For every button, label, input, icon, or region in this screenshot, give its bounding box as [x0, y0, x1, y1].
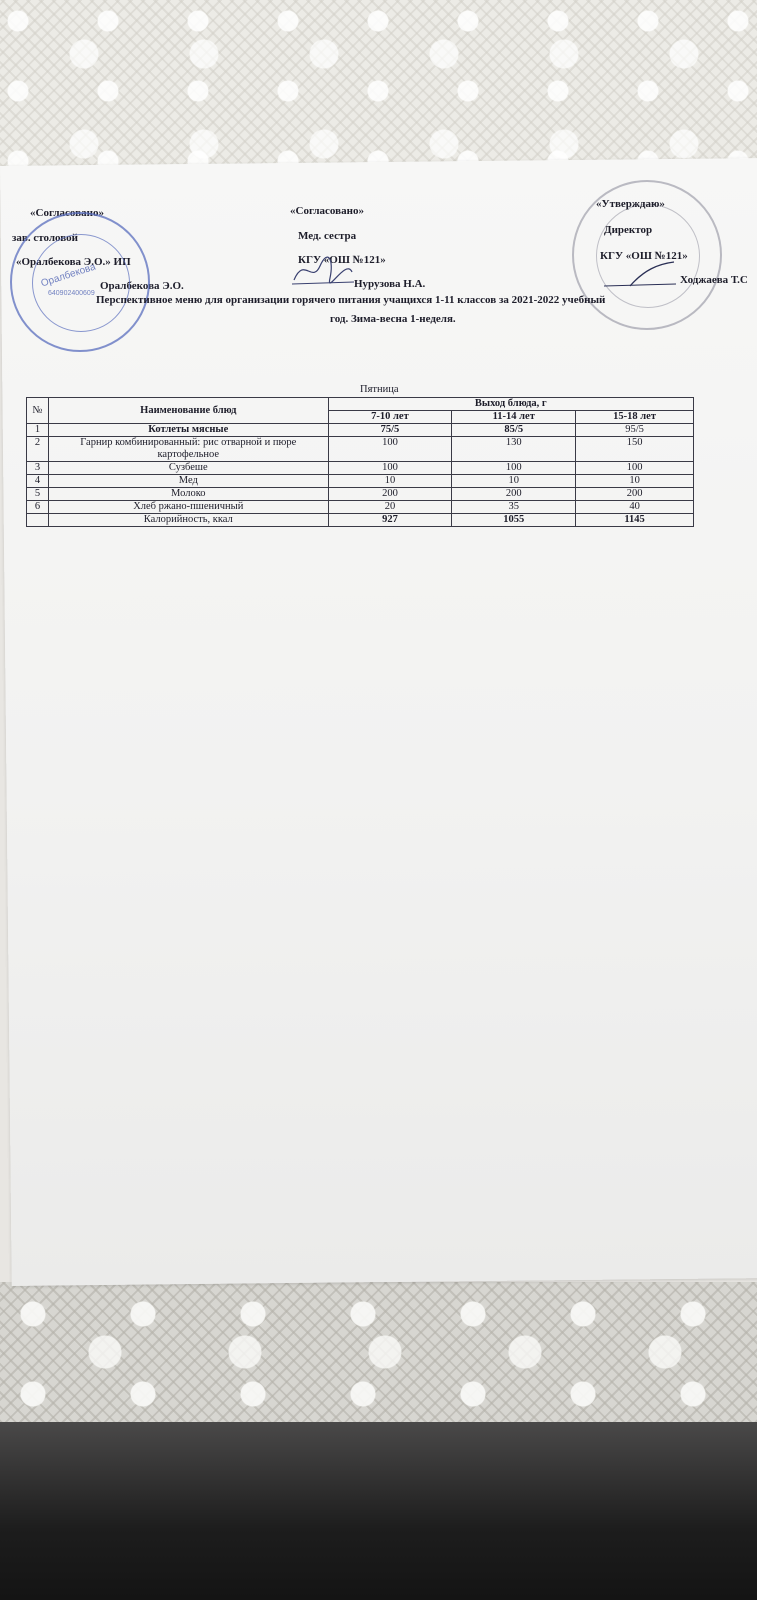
menu-table — [26, 397, 694, 527]
right-agreed: «Утверждаю» — [596, 198, 665, 210]
row-value-7-10: 200 — [328, 488, 452, 501]
row-value-15-18: 10 — [576, 475, 694, 488]
header-dish-name: Наименование блюд — [48, 398, 328, 424]
right-org: КГУ «ОШ №121» — [600, 250, 688, 262]
right-role: Директор — [604, 224, 653, 236]
row-number: 4 — [27, 475, 49, 488]
signature-nurse — [290, 250, 358, 290]
left-agreed: «Согласовано» — [30, 207, 104, 219]
row-value-15-18: 200 — [576, 488, 694, 501]
row-value-15-18: 100 — [576, 462, 694, 475]
row-value-7-10: 10 — [328, 475, 452, 488]
row-value-7-10: 20 — [328, 501, 452, 514]
row-value-11-14: 85/5 — [452, 424, 576, 437]
day-label: Пятница — [360, 384, 399, 395]
total-15-18: 1145 — [576, 514, 694, 527]
row-value-7-10: 100 — [328, 437, 452, 462]
table-row — [27, 501, 694, 514]
row-value-15-18: 95/5 — [576, 424, 694, 437]
middle-role: Мед. сестра — [298, 230, 357, 242]
row-value-15-18: 40 — [576, 501, 694, 514]
row-number: 3 — [27, 462, 49, 475]
row-value-11-14: 10 — [452, 475, 576, 488]
left-org: «Оралбекова Э.О.» ИП — [16, 256, 131, 268]
menu-title-line2: год. Зима-весна 1-неделя. — [330, 313, 456, 325]
left-role: зав. столовой — [12, 232, 78, 244]
right-name: Ходжаева Т.С — [680, 274, 748, 286]
row-number: 6 — [27, 501, 49, 514]
header-output: Выход блюда, г — [328, 398, 693, 411]
row-dish: Молоко — [48, 488, 328, 501]
dark-surface — [0, 1422, 757, 1600]
row-dish: Хлеб ржано-пшеничный — [48, 501, 328, 514]
table-row — [27, 488, 694, 501]
header-age-11-14: 11-14 лет — [452, 411, 576, 424]
total-7-10: 927 — [328, 514, 452, 527]
stamp-seal — [10, 212, 150, 352]
row-dish: Сузбеше — [48, 462, 328, 475]
tablecloth-bottom — [0, 1282, 757, 1422]
header-number: № — [27, 398, 49, 424]
row-number: 2 — [27, 437, 49, 462]
tablecloth-top — [0, 0, 757, 178]
total-11-14: 1055 — [452, 514, 576, 527]
signature-director — [600, 256, 680, 292]
stamp-name: Оралбекова — [39, 261, 98, 290]
middle-name: Нурузова Н.А. — [354, 278, 426, 290]
left-name: Оралбекова Э.О. — [100, 280, 184, 292]
row-value-7-10: 100 — [328, 462, 452, 475]
table-row — [27, 462, 694, 475]
row-value-11-14: 130 — [452, 437, 576, 462]
row-value-7-10: 75/5 — [328, 424, 452, 437]
row-value-15-18: 150 — [576, 437, 694, 462]
row-number: 5 — [27, 488, 49, 501]
menu-title-line1: Перспективное меню для организации горячего питания учащихся 1-11 классов за 2021-2022 учебный — [96, 294, 606, 306]
row-value-11-14: 100 — [452, 462, 576, 475]
table-total-row — [27, 514, 694, 527]
table-row — [27, 437, 694, 462]
header-age-7-10: 7-10 лет — [328, 411, 452, 424]
table-row — [27, 475, 694, 488]
row-value-11-14: 200 — [452, 488, 576, 501]
row-number: 1 — [27, 424, 49, 437]
row-value-11-14: 35 — [452, 501, 576, 514]
row-dish: Мед — [48, 475, 328, 488]
total-number-cell — [27, 514, 49, 527]
middle-agreed: «Согласовано» — [290, 205, 364, 217]
row-dish: Котлеты мясные — [48, 424, 328, 437]
table-row — [27, 424, 694, 437]
row-dish: Гарнир комбинированный: рис отварной и пюре картофельное — [48, 437, 328, 462]
total-label: Калорийность, ккал — [48, 514, 328, 527]
middle-org: КГУ «ОШ №121» — [298, 254, 386, 266]
header-age-15-18: 15-18 лет — [576, 411, 694, 424]
stamp-number: 640902400609 — [48, 290, 95, 297]
